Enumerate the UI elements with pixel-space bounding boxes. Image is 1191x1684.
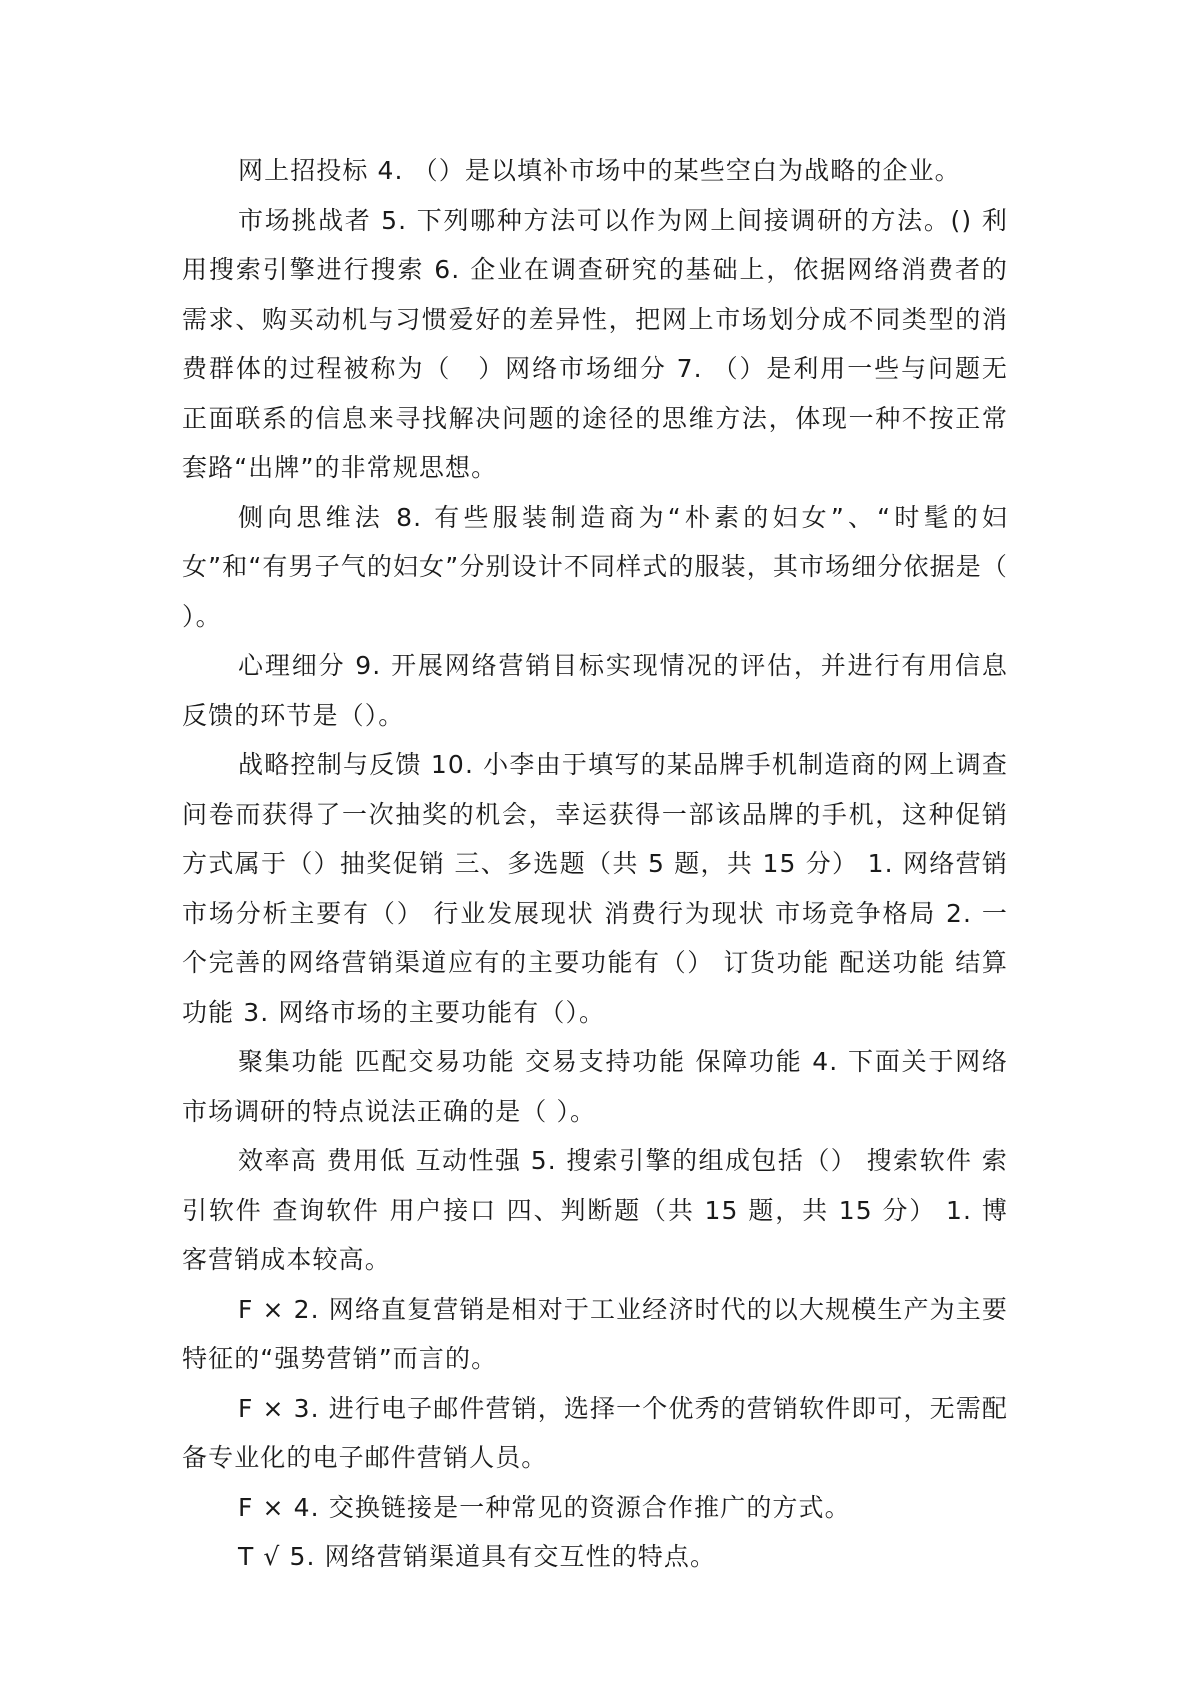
paragraph-5: 战略控制与反馈 10. 小李由于填写的某品牌手机制造商的网上调查问卷而获得了一次抽奖的机会，幸运获得一部该品牌的手机，这种促销方式属于（）抽奖促销 三、多选题（共 5 题，共 15 分） 1. 网络营销市场分析主要有（） 行业发展现状 消费行为现状 市场竞争格局 2. 一个完善的网络营销渠道应有的主要功能有（） 订货功能 配送功能 结算功能 3. 网络市场的主要功能有（）。 — [182, 750, 1008, 1027]
paragraph-3: 侧向思维法 8. 有些服装制造商为“朴素的妇女”、“时髦的妇女”和“有男子气的妇女”分别设计不同样式的服装，其市场细分依据是（ ）。 — [182, 502, 1061, 631]
document-page — [182, 146, 1061, 1586]
paragraph-6: 聚集功能 匹配交易功能 交易支持功能 保障功能 4. 下面关于网络市场调研的特点说法正确的是（ ）。 — [182, 1047, 1008, 1126]
paragraph-2: 市场挑战者 5. 下列哪种方法可以作为网上间接调研的方法。() 利用搜索引擎进行搜索 6. 企业在调查研究的基础上，依据网络消费者的需求、购买动机与习惯爱好的差异性，把网上市场划分成不同类型的消费群体的过程被称为（ ）网络市场细分 7. （）是利用一些与问题无正面联系的信息来寻找解决问题的途径的思维方法，体现一种不按正常套路“出牌”的非常规思想。 — [182, 205, 1008, 482]
paragraph-8: F × 2. 网络直复营销是相对于工业经济时代的以大规模生产为主要特征的“强势营销”而言的。 — [182, 1294, 1008, 1373]
paragraph-4: 心理细分 9. 开展网络营销目标实现情况的评估，并进行有用信息反馈的环节是（）。 — [182, 651, 1008, 730]
paragraph-1: 网上招投标 4. （）是以填补市场中的某些空白为战略的企业。 — [238, 156, 961, 185]
paragraph-7: 效率高 费用低 互动性强 5. 搜索引擎的组成包括（） 搜索软件 索引软件 查询软件 用户接口 四、判断题（共 15 题，共 15 分） 1. 博客营销成本较高。 — [182, 1146, 1008, 1274]
paragraph-10: F × 4. 交换链接是一种常见的资源合作推广的方式。 — [238, 1492, 851, 1522]
paragraph-11: T √ 5. 网络营销渠道具有交互性的特点。 — [238, 1542, 717, 1571]
paragraph-9: F × 3. 进行电子邮件营销，选择一个优秀的营销软件即可，无需配备专业化的电子邮件营销人员。 — [182, 1393, 1008, 1472]
